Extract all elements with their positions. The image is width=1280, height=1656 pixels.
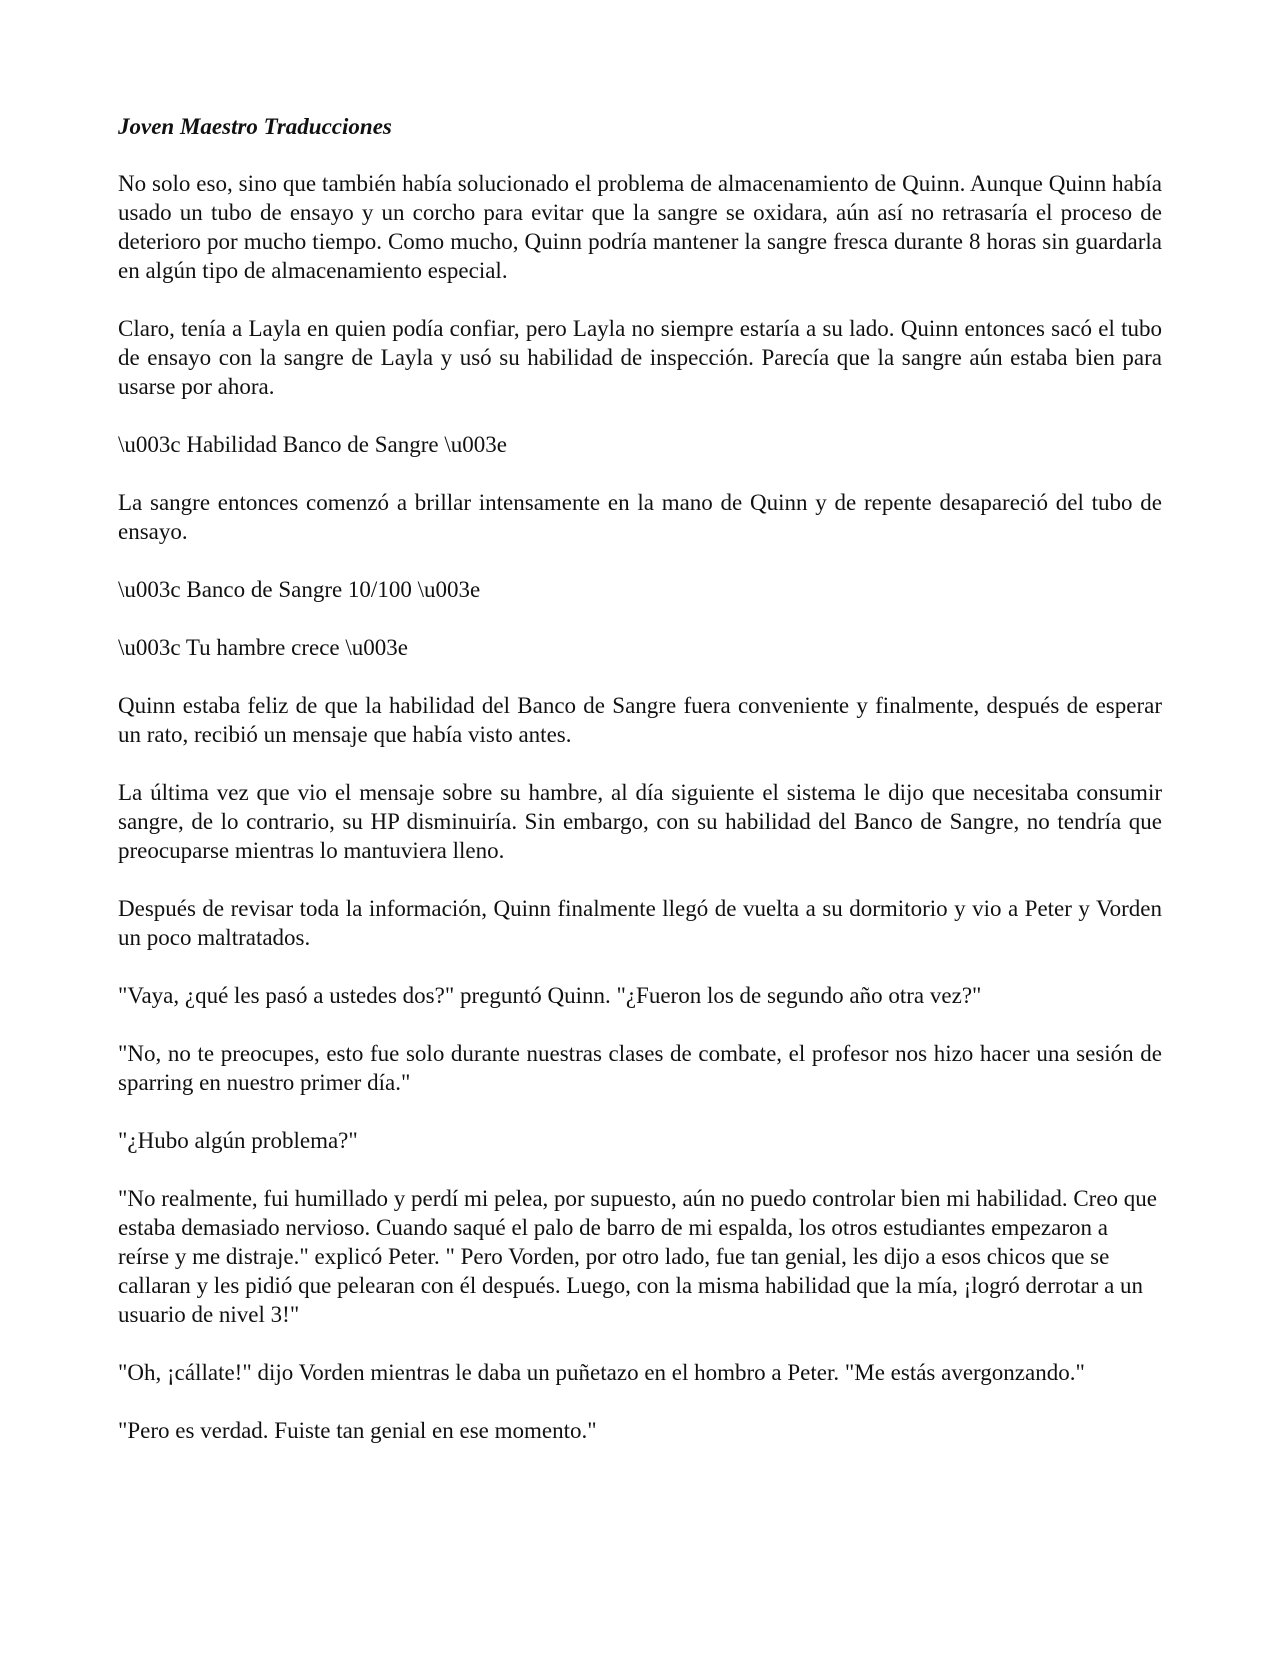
paragraph: Quinn estaba feliz de que la habilidad del Banco de Sangre fuera conveniente y finalmente, después de esperar un rato, recibió un mensaje que había visto antes. bbox=[118, 693, 1162, 747]
document-page bbox=[118, 112, 1162, 1474]
dialogue-line: "Pero es verdad. Fuiste tan genial en ese momento." bbox=[118, 1418, 597, 1443]
system-message: \u003c Tu hambre crece \u003e bbox=[118, 635, 408, 660]
dialogue-line: "No, no te preocupes, esto fue solo durante nuestras clases de combate, el profesor nos hizo hacer una sesión de sparring en nuestro primer día." bbox=[118, 1041, 1162, 1095]
dialogue-line: "¿Hubo algún problema?" bbox=[118, 1128, 358, 1153]
system-message: \u003c Banco de Sangre 10/100 \u003e bbox=[118, 577, 481, 602]
paragraph: La sangre entonces comenzó a brillar intensamente en la mano de Quinn y de repente desapareció del tubo de ensayo. bbox=[118, 490, 1162, 544]
system-message: \u003c Habilidad Banco de Sangre \u003e bbox=[118, 432, 507, 457]
dialogue-line: "Oh, ¡cállate!" dijo Vorden mientras le daba un puñetazo en el hombro a Peter. "Me estás avergonzando." bbox=[118, 1360, 1085, 1385]
dialogue-line: "No realmente, fui humillado y perdí mi pelea, por supuesto, aún no puedo controlar bien mi habilidad. Creo que estaba demasiado nervioso. Cuando saqué el palo de barro de mi espalda, los otros estudiantes empezaron a reírse y me distraje." explicó Peter. " Pero Vorden, por otro lado, fue tan genial, les dijo a esos chicos que se callaran y les pidió que pelearan con él después. Luego, con la misma habilidad que la mía, ¡logró derrotar a un usuario de nivel 3!" bbox=[118, 1186, 1158, 1327]
paragraph: No solo eso, sino que también había solucionado el problema de almacenamiento de Quinn. Aunque Quinn había usado un tubo de ensayo y un corcho para evitar que la sangre se oxidara, aún así no retrasaría el proceso de deterioro por mucho tiempo. Como mucho, Quinn podría mantener la sangre fresca durante 8 horas sin guardarla en algún tipo de almacenamiento especial. bbox=[118, 171, 1162, 283]
document-title: Joven Maestro Traducciones bbox=[118, 114, 392, 139]
dialogue-line: "Vaya, ¿qué les pasó a ustedes dos?" preguntó Quinn. "¿Fueron los de segundo año otra vez?" bbox=[118, 983, 982, 1008]
paragraph: La última vez que vio el mensaje sobre su hambre, al día siguiente el sistema le dijo que necesitaba consumir sangre, de lo contrario, su HP disminuiría. Sin embargo, con su habilidad del Banco de Sangre, no tendría que preocuparse mientras lo mantuviera lleno. bbox=[118, 780, 1162, 863]
paragraph: Después de revisar toda la información, Quinn finalmente llegó de vuelta a su dormitorio y vio a Peter y Vorden un poco maltratados. bbox=[118, 896, 1162, 950]
paragraph: Claro, tenía a Layla en quien podía confiar, pero Layla no siempre estaría a su lado. Quinn entonces sacó el tubo de ensayo con la sangre de Layla y usó su habilidad de inspección. Parecía que la sangre aún estaba bien para usarse por ahora. bbox=[118, 316, 1162, 399]
